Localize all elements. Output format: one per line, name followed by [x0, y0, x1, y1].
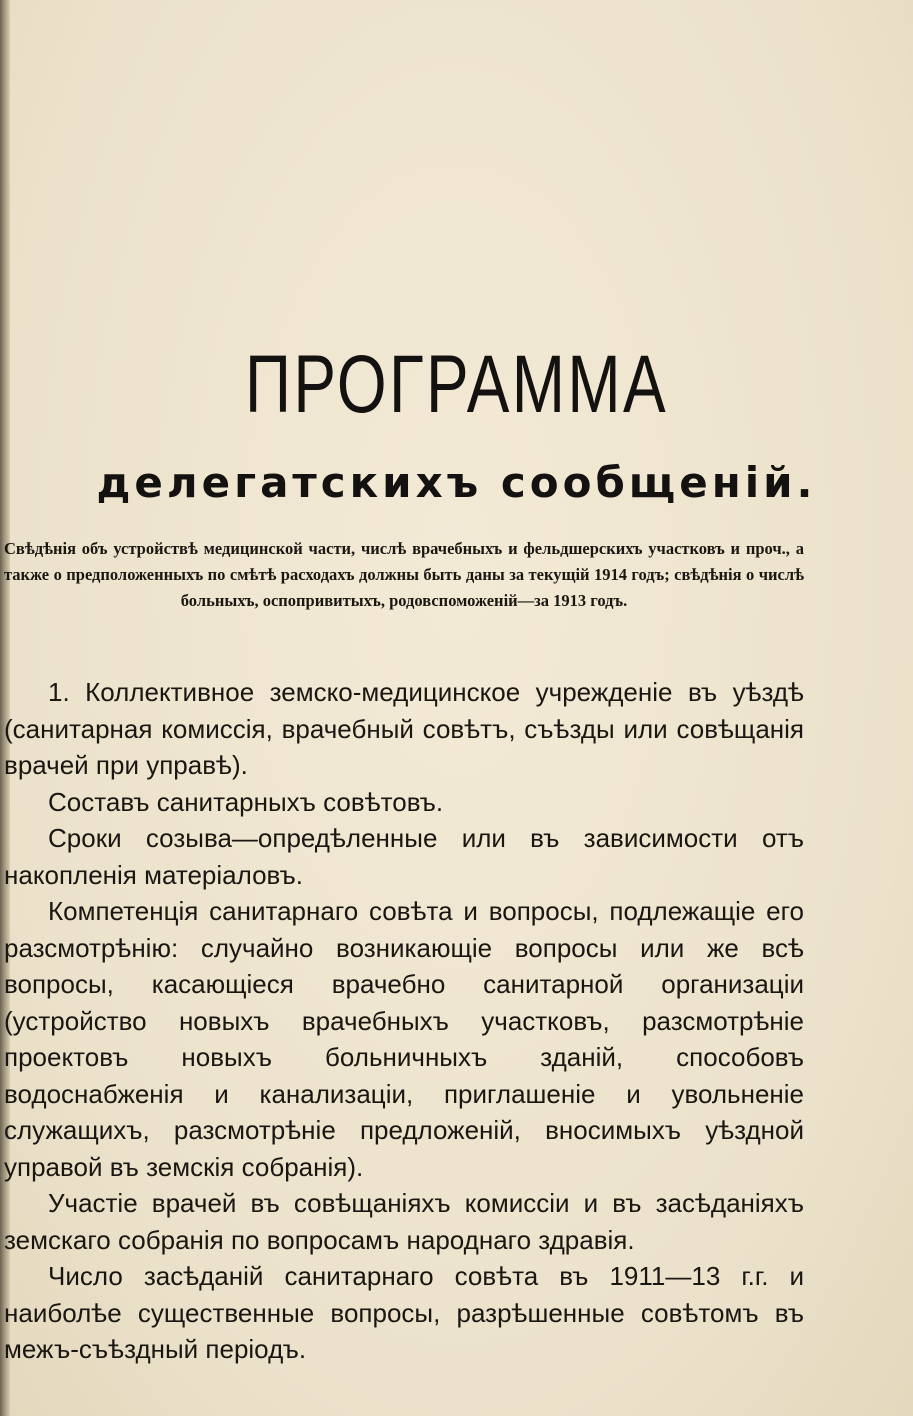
paragraph-meetings-count: Число засѣданій санитарнаго совѣта въ 1911—13 г.г. и наиболѣе существенные вопросы, разрѣшенные совѣтомъ въ межъ-съѣздный періодъ.: [4, 1261, 804, 1364]
document-title: ПРОГРАММА: [245, 339, 668, 430]
paragraph-participation: Участіе врачей въ совѣщаніяхъ комиссіи и въ засѣданіяхъ земскаго собранія по вопросамъ народнаго здравія.: [4, 1188, 804, 1255]
paragraph-convening-terms: Сроки созыва—опредѣленные или въ зависимости отъ накопленія матеріаловъ.: [4, 823, 804, 890]
paragraph-composition: Составъ санитарныхъ совѣтовъ.: [48, 786, 444, 817]
program-body: [4, 674, 804, 1368]
paragraph-item-1: 1. Коллективное земско-медицинское учрежденіе въ уѣздѣ (санитарная комиссія, врачебный совѣтъ, съѣзды или совѣщанія врачей при управѣ).: [4, 677, 804, 780]
paragraph-competence: Компетенція санитарнаго совѣта и вопросы, подлежащіе его разсмотрѣнію: случайно возникающіе вопросы или же всѣ вопросы, касающіеся врачебно санитарной организаціи (устройство новыхъ врачебныхъ участковъ, разсмотрѣніе проектовъ новыхъ больничныхъ зданій, способовъ водоснабженія и канализаціи, приглашеніе и увольненіе служащихъ, разсмотрѣніе предложеній, вносимыхъ уѣздной управой въ земскія собранія).: [4, 896, 804, 1182]
intro-note: Свѣдѣнія объ устройствѣ медицинской части, числѣ врачебныхъ и фельдшерскихъ участковъ и проч., а также о предположенныхъ по смѣтѣ расходахъ должны быть даны за текущій 1914 годъ; свѣдѣнія о числѣ больныхъ, оспопривитыхъ, родовспоможеній—за 1913 годъ.: [4, 539, 804, 610]
document-subtitle: делегатскихъ сообщеній.: [96, 458, 817, 507]
